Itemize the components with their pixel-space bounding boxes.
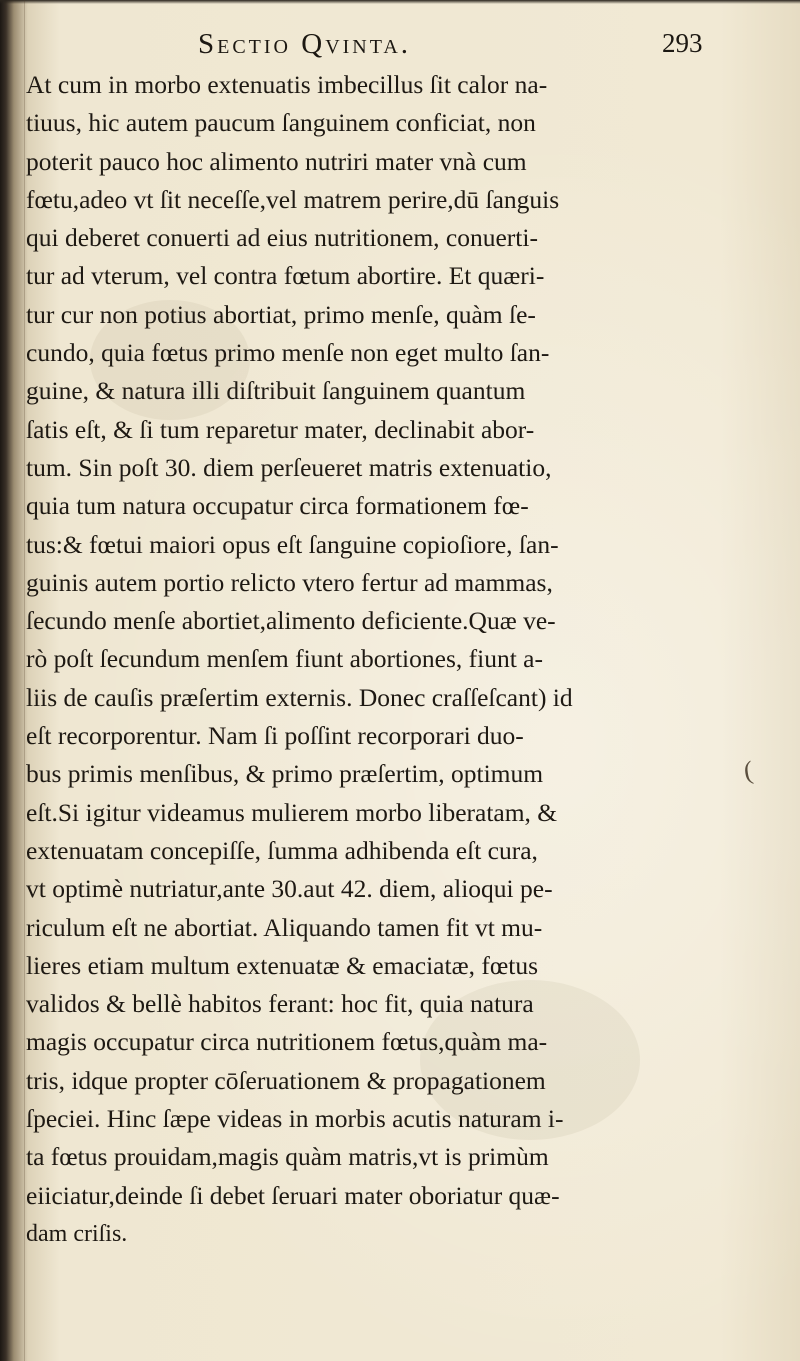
- text-line: validos & bellè habitos ferant: hoc fit, quia natura: [26, 989, 534, 1019]
- text-line: guinis autem portio relicto vtero fertur ad mammas,: [26, 567, 553, 597]
- text-line: ſatis eſt, & ſi tum reparetur mater, declinabit abor-: [26, 414, 535, 444]
- text-line: fœtu,adeo vt ſit neceſſe,vel matrem perire,dū ſanguis: [26, 184, 560, 214]
- margin-mark: (: [741, 755, 755, 786]
- text-line: cundo, quia fœtus primo menſe non eget multo ſan-: [26, 338, 550, 368]
- section-title: Sectio Qvinta.: [198, 28, 412, 60]
- text-line: tiuus, hic autem paucum ſanguinem conficiat, non: [26, 108, 536, 138]
- text-line: vt optimè nutriatur,ante 30.aut 42. diem, alioqui pe-: [26, 874, 553, 904]
- text-line: ta fœtus prouidam,magis quàm matris,vt is primùm: [26, 1142, 549, 1172]
- gutter-fold: [24, 0, 25, 1361]
- text-line: ſecundo menſe abortiet,alimento deficiente.Quæ ve-: [26, 606, 556, 636]
- text-line: tus:& fœtui maiori opus eſt ſanguine copioſiore, ſan-: [26, 529, 559, 559]
- text-line: riculum eſt ne abortiat. Aliquando tamen fit vt mu-: [26, 912, 543, 942]
- text-line: At cum in morbo extenuatis imbecillus ſit calor na-: [26, 70, 548, 99]
- text-line: quia tum natura occupatur circa formationem fœ-: [26, 491, 529, 521]
- text-line: eiiciatur,deinde ſi debet ſeruari mater oboriatur quæ-: [26, 1180, 560, 1210]
- text-line: bus primis menſibus, & primo præſertim, optimum: [26, 759, 544, 789]
- text-line: liis de cauſis præſertim externis. Donec craſſeſcant) id: [26, 682, 573, 712]
- text-line: magis occupatur circa nutritionem fœtus,quàm ma-: [26, 1027, 548, 1057]
- text-line: extenuatam concepiſſe, ſumma adhibenda eſt cura,: [26, 835, 538, 865]
- text-line: tur cur non potius abortiat, primo menſe, quàm ſe-: [26, 299, 536, 329]
- page-number: 293: [662, 28, 703, 58]
- text-line: eſt.Si igitur videamus mulierem morbo liberatam, &: [26, 797, 558, 827]
- text-line: tur ad vterum, vel contra fœtum abortire. Et quæri-: [26, 261, 545, 291]
- running-head: [0, 22, 800, 72]
- text-line: tris, idque propter cōſeruationem & propagationem: [26, 1065, 546, 1095]
- text-line: rò poſt ſecundum menſem fiunt abortiones, fiunt a-: [26, 644, 543, 674]
- text-line: qui deberet conuerti ad eius nutritionem, conuerti-: [26, 223, 538, 253]
- text-line: dam criſis.: [26, 1220, 128, 1247]
- text-line: eſt recorporentur. Nam ſi poſſint recorporari duo-: [26, 721, 524, 751]
- text-line: ſpeciei. Hinc ſæpe videas in morbis acutis naturam i-: [26, 1104, 564, 1134]
- body-text: [26, 66, 726, 1253]
- text-line: tum. Sin poſt 30. diem perſeueret matris extenuatio,: [26, 452, 552, 482]
- text-line: guine, & natura illi diſtribuit ſanguinem quantum: [26, 376, 526, 406]
- page-top-shadow: [0, 0, 800, 4]
- text-line: lieres etiam multum extenuatæ & emaciatæ, fœtus: [26, 950, 538, 980]
- text-line: poterit pauco hoc alimento nutriri mater vnà cum: [26, 146, 527, 176]
